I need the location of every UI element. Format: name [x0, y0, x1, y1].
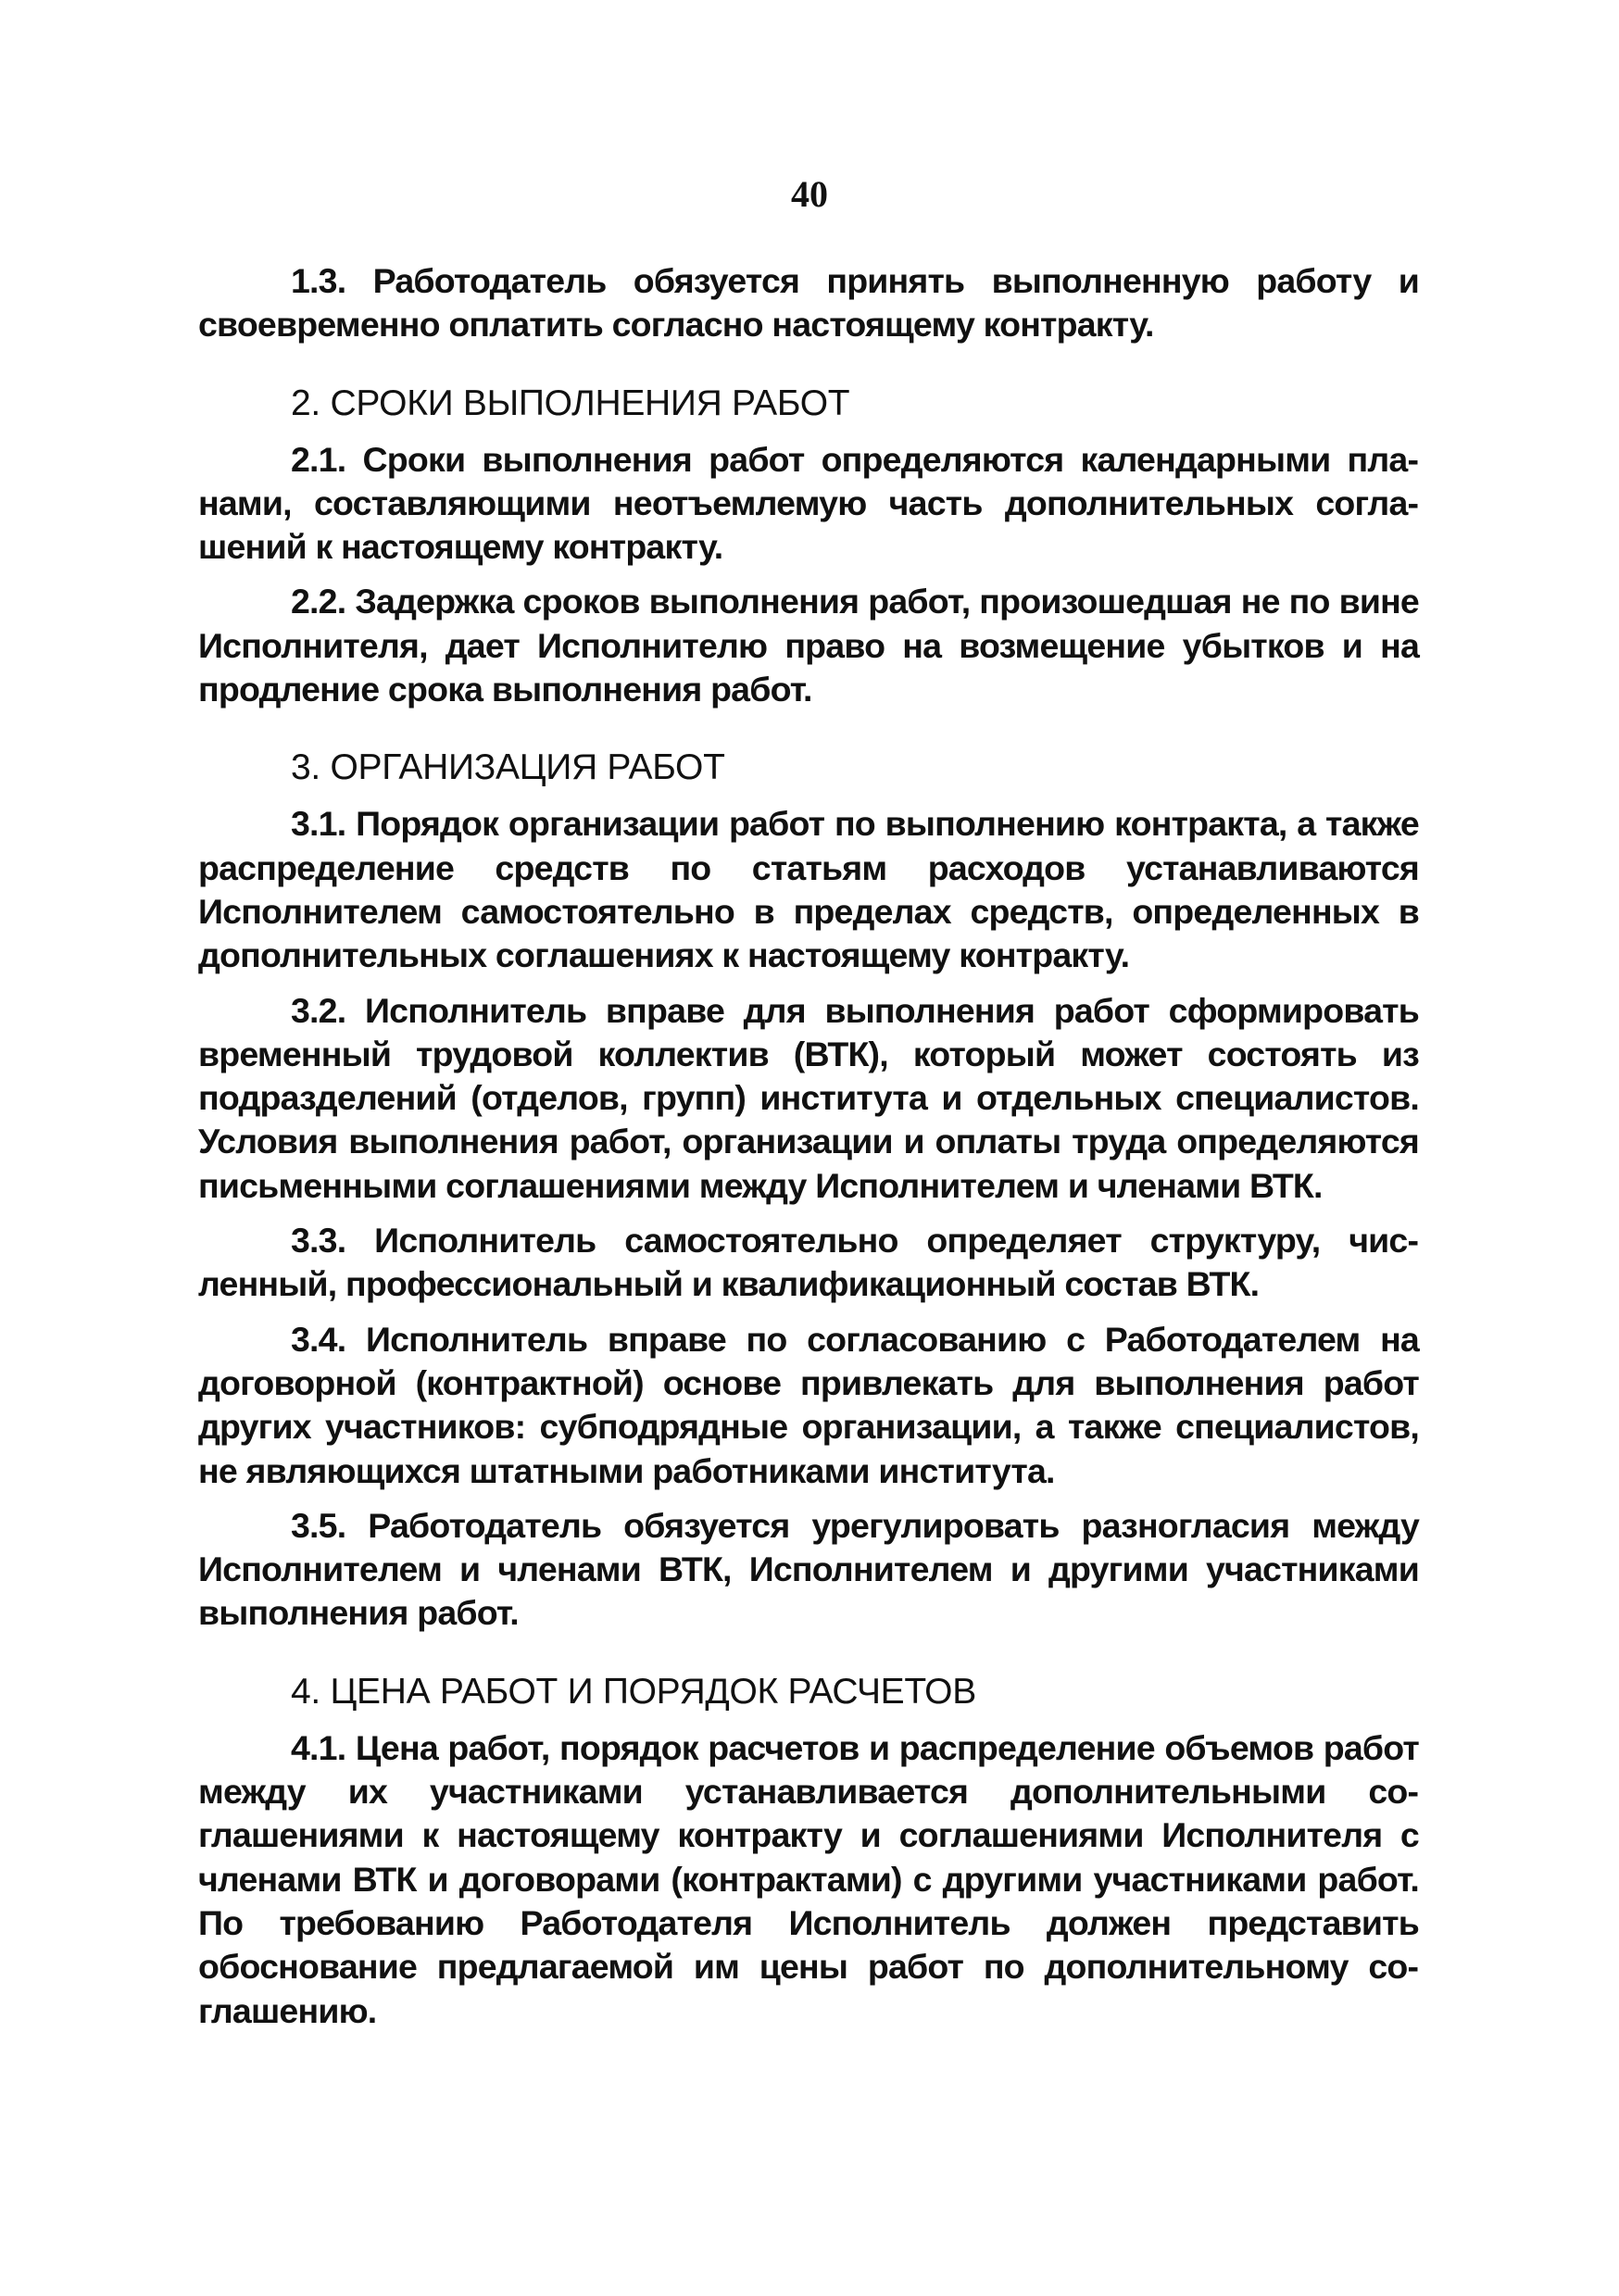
- clause-3-1: 3.1. Порядок организации работ по выполнению контракта, а также распределение средств по статьям расходов устанавливаются Исполнителем самостоятельно в пределах средств, определенных в дополнительных соглашениях к настоящему контракту.: [198, 804, 1419, 975]
- clause-3-5: 3.5. Работодатель обязуется урегулировать разногласия между Исполнителем и членами ВТК, Исполнителем и другими участниками выполнения работ.: [198, 1505, 1419, 1633]
- clause-2-2: 2.2. Задержка сроков выполнения работ, произошедшая не по вине Исполнителя, дает Исполнителю право на возмещение убытков и на продление срока выполнения работ.: [198, 582, 1419, 709]
- section-2-heading: 2. СРОКИ ВЫПОЛНЕНИЯ РАБОТ: [291, 383, 850, 423]
- clause-3-2: 3.2. Исполнитель вправе для выполнения работ сформировать временный трудовой коллектив (ВТК), который может состоять из подразделений (отделов, групп) института и отдельных специалистов. Условия выполнения работ, организации и оплаты труда определяются письменными соглашениями между Исполнителем и членами ВТК.: [198, 990, 1419, 1205]
- section-3-heading: 3. ОРГАНИЗАЦИЯ РАБОТ: [291, 747, 725, 788]
- clause-4-1: 4.1. Цена работ, порядок расчетов и распределение объемов работ между их участниками устанавливается дополнительными соглашениями к настоящему контракту и соглашениями Исполнителя с членами ВТК и договорами (контрактами) с другими участниками работ. По требованию Работодателя Исполнитель должен представить обоснование предлагаемой им цены работ по дополнительному соглашению.: [198, 1727, 1419, 2030]
- page-number: 40: [791, 173, 828, 215]
- clause-2-1: 2.1. Сроки выполнения работ определяются календарными планами, составляющими неотъемлемую часть дополнительных соглашений к настоящему контракту.: [198, 439, 1419, 567]
- section-4-heading: 4. ЦЕНА РАБОТ И ПОРЯДОК РАСЧЕТОВ: [291, 1671, 976, 1712]
- document-body: [198, 259, 1419, 2033]
- clause-3-4: 3.4. Исполнитель вправе по согласованию с Работодателем на договорной (контрактной) основе привлекать для выполнения работ других участников: субподрядные организации, а также специалистов, не являющихся штатными работниками института.: [198, 1319, 1419, 1490]
- clause-1-3: 1.3. Работодатель обязуется принять выполненную работу и своевременно оплатить согласно настоящему контракту.: [198, 261, 1419, 345]
- clause-3-3: 3.3. Исполнитель самостоятельно определяет структуру, численный, профессиональный и квалификационный состав ВТК.: [198, 1221, 1419, 1304]
